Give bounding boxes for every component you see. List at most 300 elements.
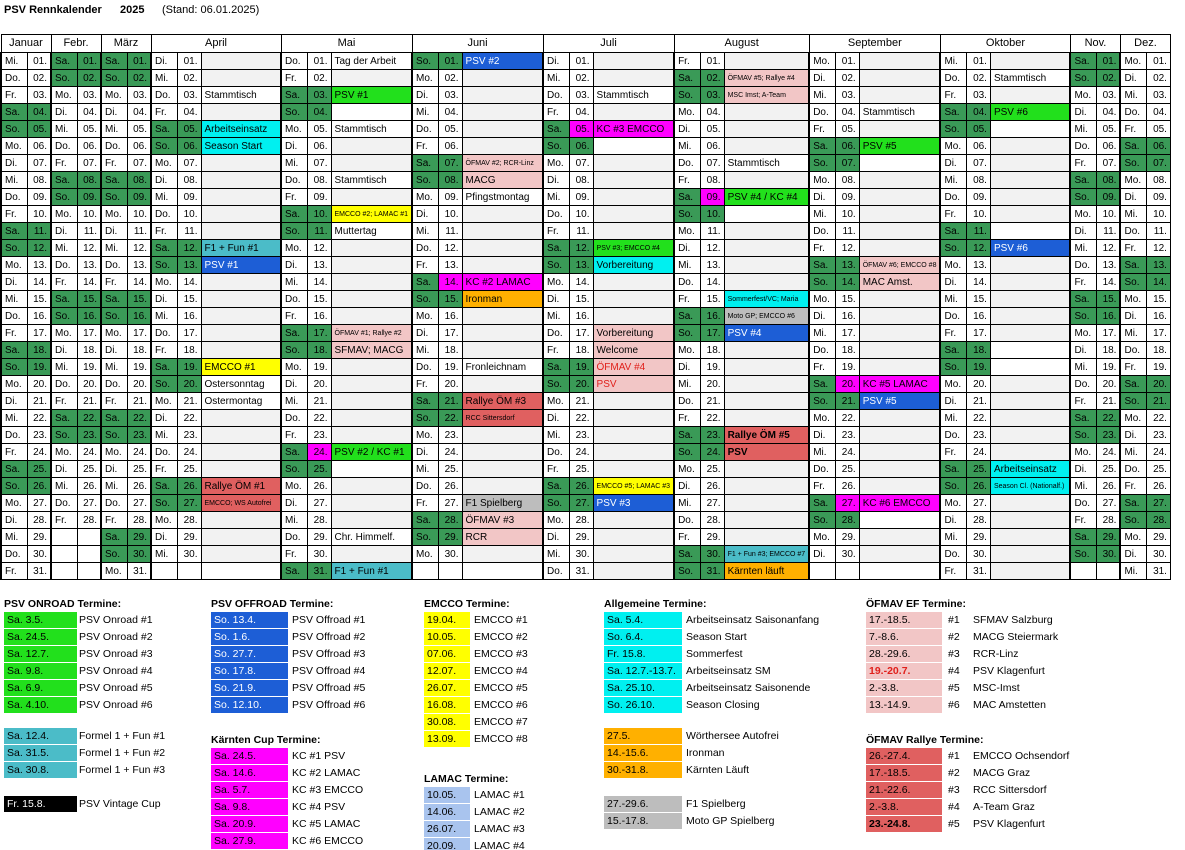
day-number-cell: 26.: [438, 478, 462, 495]
weekday-cell: Fr.: [1070, 155, 1096, 172]
weekday-cell: Sa.: [1070, 291, 1096, 308]
event-cell: [201, 325, 281, 342]
day-number-cell: 02.: [27, 70, 51, 87]
legend-label: KC #5 LAMAC: [292, 818, 361, 830]
day-number-cell: 31.: [307, 563, 331, 580]
calendar-row: [1, 53, 1170, 70]
weekday-cell: So.: [674, 563, 700, 580]
event-cell: [990, 155, 1070, 172]
day-number-cell: 29.: [700, 529, 724, 546]
day-number-cell: 22.: [177, 410, 201, 427]
day-number-cell: 22.: [307, 410, 331, 427]
event-cell: [990, 325, 1070, 342]
day-number-cell: 17.: [27, 325, 51, 342]
day-number-cell: 30.: [966, 546, 990, 563]
weekday-cell: Mi.: [1, 410, 27, 427]
weekday-cell: So.: [809, 393, 835, 410]
event-cell: [990, 138, 1070, 155]
calendar-row: [1, 359, 1170, 376]
day-number-cell: 02.: [307, 70, 331, 87]
weekday-cell: Di.: [51, 104, 77, 121]
event-cell: [331, 257, 412, 274]
weekday-cell: Di.: [1, 155, 27, 172]
day-number-cell: 01.: [127, 53, 151, 70]
legend-row: [604, 697, 904, 714]
weekday-cell: Sa.: [674, 189, 700, 206]
calendar-row: [1, 70, 1170, 87]
day-number-cell: 21.: [1146, 393, 1170, 410]
day-number-cell: 05.: [569, 121, 593, 138]
event-cell: [990, 359, 1070, 376]
day-number-cell: 26.: [307, 478, 331, 495]
weekday-cell: Fr.: [1120, 359, 1146, 376]
weekday-cell: So.: [101, 308, 127, 325]
legend-date: Sa. 5.7.: [211, 782, 288, 799]
day-number-cell: 11.: [569, 223, 593, 240]
day-number-cell: 12.: [177, 240, 201, 257]
legend-label: Moto GP Spielberg: [686, 815, 775, 827]
weekday-cell: Mo.: [151, 274, 177, 291]
weekday-cell: Mi.: [1120, 325, 1146, 342]
weekday-cell: Mi.: [1070, 359, 1096, 376]
event-cell: [201, 461, 281, 478]
month-header-11: Dez.: [1120, 35, 1170, 53]
event-cell: [462, 325, 543, 342]
event-cell: Muttertag: [331, 223, 412, 240]
event-cell: ÖFMAV #3: [462, 512, 543, 529]
weekday-cell: Do.: [281, 172, 307, 189]
weekday-cell: Mi.: [809, 325, 835, 342]
day-number-cell: 23.: [569, 427, 593, 444]
legend-date: Sa. 9.8.: [211, 799, 288, 816]
event-cell: [724, 410, 809, 427]
day-number-cell: 29.: [127, 529, 151, 546]
event-cell: [859, 155, 940, 172]
weekday-cell: Mi.: [1070, 478, 1096, 495]
event-cell: [462, 478, 543, 495]
event-cell: F1 + Fun #1: [331, 563, 412, 580]
day-number-cell: [177, 563, 201, 580]
legend-number: #5: [948, 818, 960, 830]
day-number-cell: 25.: [700, 461, 724, 478]
weekday-cell: Di.: [412, 325, 438, 342]
event-cell: [724, 478, 809, 495]
event-cell: [724, 495, 809, 512]
legend-label: PSV Onroad #1: [79, 614, 153, 626]
event-cell: ÖFMAV #2; RCR-Linz: [462, 155, 543, 172]
legend-date: 27.5.: [604, 728, 682, 745]
day-number-cell: [77, 563, 101, 580]
event-cell: [724, 342, 809, 359]
weekday-cell: Di.: [412, 87, 438, 104]
legend-label: Ironman: [686, 747, 725, 759]
weekday-cell: So.: [1070, 427, 1096, 444]
day-number-cell: 02.: [77, 70, 101, 87]
weekday-cell: Di.: [412, 444, 438, 461]
day-number-cell: 28.: [438, 512, 462, 529]
day-number-cell: 03.: [835, 87, 859, 104]
day-number-cell: 04.: [177, 104, 201, 121]
day-number-cell: 10.: [1146, 206, 1170, 223]
day-number-cell: 25.: [77, 461, 101, 478]
day-number-cell: 01.: [1096, 53, 1120, 70]
event-cell: [201, 104, 281, 121]
weekday-cell: So.: [674, 325, 700, 342]
day-number-cell: 12.: [966, 240, 990, 257]
day-number-cell: 29.: [1146, 529, 1170, 546]
legend-date: Sa. 31.5.: [4, 745, 77, 762]
event-cell: [859, 512, 940, 529]
day-number-cell: 25.: [307, 461, 331, 478]
event-cell: [593, 427, 674, 444]
weekday-cell: Di.: [151, 291, 177, 308]
weekday-cell: Sa.: [101, 291, 127, 308]
legend-group-title: PSV OFFROAD Termine:: [211, 598, 334, 610]
day-number-cell: 29.: [177, 529, 201, 546]
weekday-cell: So.: [412, 172, 438, 189]
event-cell: [990, 444, 1070, 461]
weekday-cell: Sa.: [940, 223, 966, 240]
event-cell: [593, 155, 674, 172]
day-number-cell: 25.: [966, 461, 990, 478]
weekday-cell: Fr.: [674, 410, 700, 427]
day-number-cell: 17.: [835, 325, 859, 342]
weekday-cell: Mo.: [1, 495, 27, 512]
day-number-cell: 08.: [1146, 172, 1170, 189]
event-cell: PSV #3; EMCCO #4: [593, 240, 674, 257]
weekday-cell: Mo.: [101, 206, 127, 223]
weekday-cell: Fr.: [809, 359, 835, 376]
weekday-cell: Mi.: [674, 138, 700, 155]
event-cell: [859, 410, 940, 427]
legend-label: PSV Onroad #5: [79, 682, 153, 694]
event-cell: Rallye ÖM #3: [462, 393, 543, 410]
day-number-cell: 19.: [77, 359, 101, 376]
weekday-cell: Do.: [151, 87, 177, 104]
event-cell: Welcome: [593, 342, 674, 359]
weekday-cell: Do.: [1120, 461, 1146, 478]
day-number-cell: 21.: [1096, 393, 1120, 410]
weekday-cell: Sa.: [674, 308, 700, 325]
weekday-cell: Do.: [1, 427, 27, 444]
event-cell: Tag der Arbeit: [331, 53, 412, 70]
event-cell: [593, 104, 674, 121]
legend-label: LAMAC #2: [474, 806, 525, 818]
weekday-cell: Do.: [809, 104, 835, 121]
day-number-cell: 08.: [1096, 172, 1120, 189]
day-number-cell: 27.: [835, 495, 859, 512]
legend-label: Season Start: [686, 631, 747, 643]
weekday-cell: Di.: [412, 206, 438, 223]
weekday-cell: Sa.: [281, 563, 307, 580]
event-cell: Moto GP; EMCCO #6: [724, 308, 809, 325]
event-cell: [331, 410, 412, 427]
weekday-cell: Sa.: [1120, 138, 1146, 155]
legend-label: RCC Sittersdorf: [973, 784, 1047, 796]
event-cell: [724, 359, 809, 376]
day-number-cell: 23.: [27, 427, 51, 444]
event-cell: [593, 172, 674, 189]
weekday-cell: Sa.: [809, 495, 835, 512]
event-cell: Stammtisch: [331, 172, 412, 189]
weekday-cell: Mo.: [1120, 53, 1146, 70]
day-number-cell: 14.: [438, 274, 462, 291]
event-cell: Vorbereitung: [593, 325, 674, 342]
day-number-cell: 29.: [835, 529, 859, 546]
calendar-row: [1, 393, 1170, 410]
weekday-cell: Mo.: [1070, 87, 1096, 104]
legend-label: KC #6 EMCCO: [292, 835, 364, 847]
weekday-cell: Mi.: [101, 240, 127, 257]
day-number-cell: 01.: [835, 53, 859, 70]
day-number-cell: 17.: [438, 325, 462, 342]
weekday-cell: Di.: [51, 342, 77, 359]
event-cell: F1 + Fun #3; EMCCO #7: [724, 546, 809, 563]
legend-label: EMCCO #4: [474, 665, 528, 677]
weekday-cell: Fr.: [809, 121, 835, 138]
legend-label: LAMAC #1: [474, 789, 525, 801]
legend-row: [866, 629, 1166, 646]
legend-number: #3: [948, 784, 960, 796]
weekday-cell: Do.: [543, 563, 569, 580]
event-cell: [331, 291, 412, 308]
day-number-cell: 18.: [27, 342, 51, 359]
legend-date: So. 1.6.: [211, 629, 288, 646]
weekday-cell: Mi.: [151, 427, 177, 444]
weekday-cell: Do.: [1070, 257, 1096, 274]
weekday-cell: Do.: [543, 87, 569, 104]
event-cell: [331, 359, 412, 376]
day-number-cell: 26.: [569, 478, 593, 495]
weekday-cell: Sa.: [412, 155, 438, 172]
weekday-cell: Mi.: [1070, 121, 1096, 138]
weekday-cell: Sa.: [51, 291, 77, 308]
day-number-cell: 26.: [1146, 478, 1170, 495]
day-number-cell: 25.: [27, 461, 51, 478]
calendar-row: [1, 172, 1170, 189]
day-number-cell: 14.: [27, 274, 51, 291]
weekday-cell: Fr.: [1, 206, 27, 223]
legend-group-title: LAMAC Termine:: [424, 773, 509, 785]
weekday-cell: Do.: [412, 478, 438, 495]
calendar-row: [1, 189, 1170, 206]
day-number-cell: 25.: [438, 461, 462, 478]
day-number-cell: 15.: [27, 291, 51, 308]
weekday-cell: Sa.: [674, 546, 700, 563]
weekday-cell: Fr.: [940, 563, 966, 580]
day-number-cell: 11.: [966, 223, 990, 240]
weekday-cell: Sa.: [940, 342, 966, 359]
event-cell: [593, 546, 674, 563]
event-cell: Season Cl. (Nationalf.): [990, 478, 1070, 495]
weekday-cell: Mi.: [674, 495, 700, 512]
weekday-cell: Fr.: [412, 138, 438, 155]
day-number-cell: 21.: [27, 393, 51, 410]
weekday-cell: Do.: [51, 495, 77, 512]
weekday-cell: Di.: [940, 155, 966, 172]
weekday-cell: [412, 563, 438, 580]
calendar-row: [1, 257, 1170, 274]
day-number-cell: 31.: [27, 563, 51, 580]
day-number-cell: 04.: [700, 104, 724, 121]
day-number-cell: 06.: [438, 138, 462, 155]
event-cell: PSV #1: [331, 87, 412, 104]
weekday-cell: Sa.: [809, 257, 835, 274]
day-number-cell: 18.: [966, 342, 990, 359]
day-number-cell: 16.: [438, 308, 462, 325]
legend-label: A-Team Graz: [973, 801, 1035, 813]
weekday-cell: Di.: [151, 529, 177, 546]
event-cell: Fronleichnam: [462, 359, 543, 376]
day-number-cell: 16.: [307, 308, 331, 325]
event-cell: [462, 546, 543, 563]
day-number-cell: 20.: [438, 376, 462, 393]
weekday-cell: Sa.: [281, 444, 307, 461]
event-cell: [462, 444, 543, 461]
weekday-cell: Sa.: [543, 478, 569, 495]
day-number-cell: 07.: [700, 155, 724, 172]
weekday-cell: Do.: [1070, 138, 1096, 155]
weekday-cell: Mi.: [151, 70, 177, 87]
weekday-cell: So.: [1, 240, 27, 257]
weekday-cell: Mo.: [1120, 291, 1146, 308]
day-number-cell: 16.: [835, 308, 859, 325]
day-number-cell: 25.: [1096, 461, 1120, 478]
weekday-cell: Di.: [1120, 546, 1146, 563]
day-number-cell: 10.: [700, 206, 724, 223]
legend-number: #1: [948, 750, 960, 762]
legend-date: 28.-29.6.: [866, 646, 942, 663]
day-number-cell: 31.: [1146, 563, 1170, 580]
event-cell: EMCCO #1: [201, 359, 281, 376]
day-number-cell: 30.: [700, 546, 724, 563]
day-number-cell: 13.: [569, 257, 593, 274]
weekday-cell: So.: [281, 461, 307, 478]
weekday-cell: Mo.: [51, 444, 77, 461]
legend-row: [604, 762, 904, 779]
day-number-cell: 16.: [700, 308, 724, 325]
day-number-cell: 25.: [835, 461, 859, 478]
legend-group-title: Allgemeine Termine:: [604, 598, 707, 610]
weekday-cell: Di.: [674, 121, 700, 138]
event-cell: [990, 257, 1070, 274]
day-number-cell: 18.: [177, 342, 201, 359]
day-number-cell: 02.: [835, 70, 859, 87]
day-number-cell: 22.: [1146, 410, 1170, 427]
day-number-cell: 14.: [307, 274, 331, 291]
day-number-cell: 11.: [77, 223, 101, 240]
weekday-cell: Mi.: [1120, 444, 1146, 461]
event-cell: [462, 257, 543, 274]
day-number-cell: [77, 529, 101, 546]
day-number-cell: 06.: [27, 138, 51, 155]
legend-row: [604, 646, 904, 663]
weekday-cell: Do.: [543, 444, 569, 461]
weekday-cell: Do.: [543, 325, 569, 342]
event-cell: [593, 512, 674, 529]
calendar-row: [1, 461, 1170, 478]
day-number-cell: 09.: [1096, 189, 1120, 206]
weekday-cell: Mi.: [51, 121, 77, 138]
weekday-cell: Mi.: [1, 53, 27, 70]
day-number-cell: 11.: [700, 223, 724, 240]
weekday-cell: Sa.: [674, 70, 700, 87]
legend-date: 23.-24.8.: [866, 816, 942, 833]
weekday-cell: Mo.: [809, 291, 835, 308]
weekday-cell: Mo.: [151, 512, 177, 529]
month-header-10: Nov.: [1070, 35, 1120, 53]
weekday-cell: Mi.: [809, 87, 835, 104]
weekday-cell: Mo.: [1120, 410, 1146, 427]
event-cell: [201, 274, 281, 291]
weekday-cell: Di.: [543, 410, 569, 427]
weekday-cell: Sa.: [940, 104, 966, 121]
event-cell: ÖFMAV #4: [593, 359, 674, 376]
event-cell: [201, 53, 281, 70]
event-cell: EMCCO #2; LAMAC #1: [331, 206, 412, 223]
weekday-cell: Di.: [809, 427, 835, 444]
day-number-cell: 14.: [700, 274, 724, 291]
event-cell: [990, 342, 1070, 359]
day-number-cell: 01.: [77, 53, 101, 70]
event-cell: Rallye ÖM #1: [201, 478, 281, 495]
weekday-cell: Do.: [1120, 104, 1146, 121]
day-number-cell: 19.: [835, 359, 859, 376]
legend-date: Sa. 14.6.: [211, 765, 288, 782]
weekday-cell: Fr.: [101, 393, 127, 410]
weekday-cell: Di.: [151, 410, 177, 427]
day-number-cell: 13.: [1146, 257, 1170, 274]
month-header-9: Oktober: [940, 35, 1070, 53]
event-cell: [462, 121, 543, 138]
weekday-cell: Mo.: [412, 189, 438, 206]
weekday-cell: Do.: [940, 546, 966, 563]
weekday-cell: Mo.: [940, 376, 966, 393]
weekday-cell: Mi.: [543, 189, 569, 206]
weekday-cell: Di.: [281, 376, 307, 393]
event-cell: [593, 563, 674, 580]
legend-label: Sommerfest: [686, 648, 743, 660]
weekday-cell: Mi.: [1070, 240, 1096, 257]
weekday-cell: Fr.: [281, 70, 307, 87]
day-number-cell: 24.: [1146, 444, 1170, 461]
event-cell: RCC Sittersdorf: [462, 410, 543, 427]
calendar-row: [1, 563, 1170, 580]
event-cell: [990, 546, 1070, 563]
legend-date: So. 21.9.: [211, 680, 288, 697]
weekday-cell: So.: [51, 70, 77, 87]
calendar-row: [1, 223, 1170, 240]
legend-number: #3: [948, 648, 960, 660]
weekday-cell: Do.: [101, 376, 127, 393]
event-cell: [859, 172, 940, 189]
weekday-cell: Sa.: [1120, 257, 1146, 274]
event-cell: [724, 376, 809, 393]
event-cell: [990, 291, 1070, 308]
day-number-cell: 18.: [569, 342, 593, 359]
day-number-cell: 03.: [77, 87, 101, 104]
event-cell: MAC Amst.: [859, 274, 940, 291]
weekday-cell: Mi.: [151, 189, 177, 206]
day-number-cell: 21.: [835, 393, 859, 410]
day-number-cell: 03.: [569, 87, 593, 104]
day-number-cell: 08.: [700, 172, 724, 189]
legend-date: 30.08.: [424, 714, 470, 731]
day-number-cell: 17.: [77, 325, 101, 342]
weekday-cell: So.: [1070, 308, 1096, 325]
weekday-cell: Di.: [809, 546, 835, 563]
weekday-cell: Mo.: [1, 257, 27, 274]
